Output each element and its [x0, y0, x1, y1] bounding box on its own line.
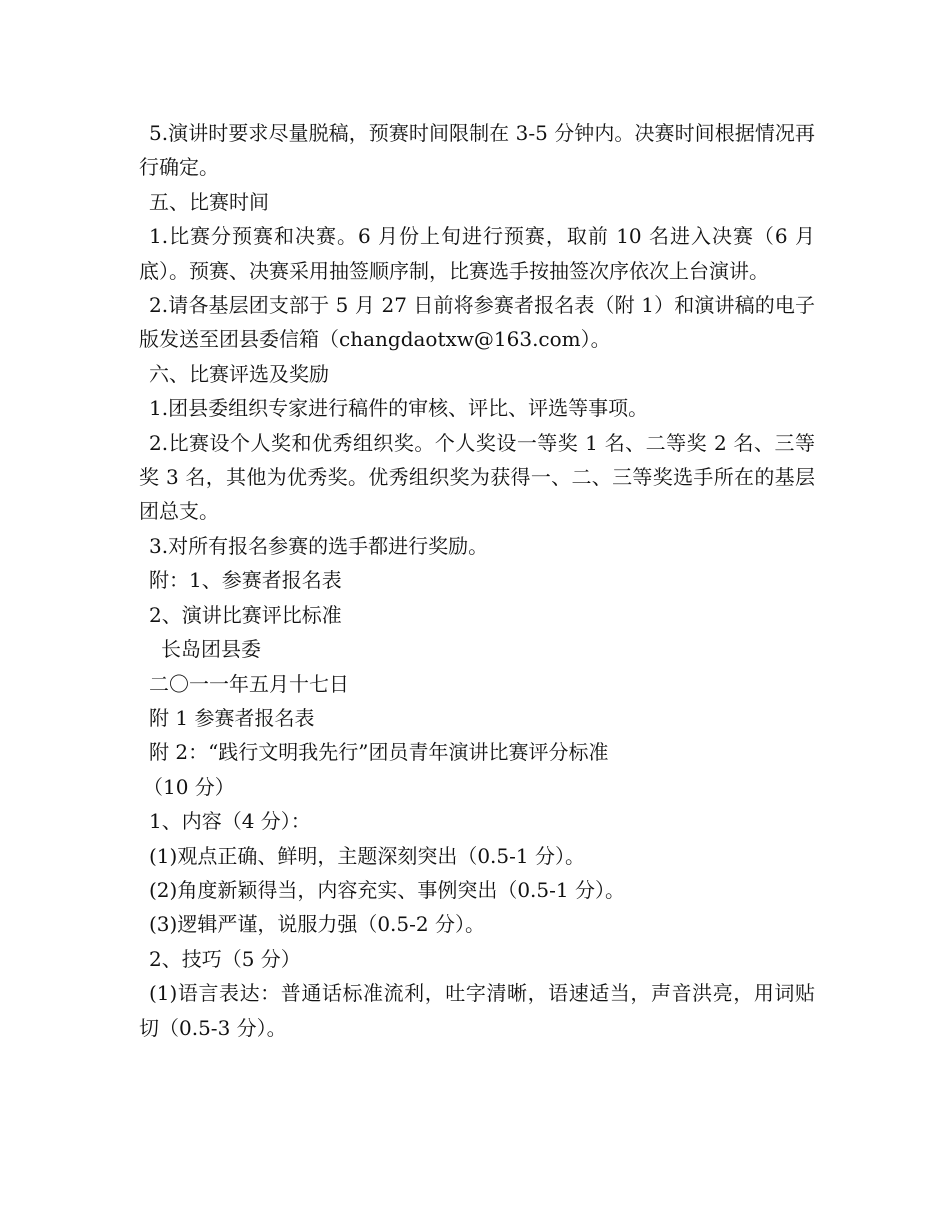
- attachment-list-2: 2、演讲比赛评比标准: [149, 602, 342, 627]
- attachment-list-1: 附：1、参赛者报名表: [149, 568, 342, 593]
- signature-organization: 长岛团县委: [161, 637, 261, 662]
- document-page: [139, 116, 815, 1045]
- heading-section-6: 六、比赛评选及奖励: [149, 361, 329, 386]
- paragraph-time-1: 1.比赛分预赛和决赛。6 月份上旬进行预赛，取前 10 名进入决赛（6 月底）。预赛、决赛采用抽签顺序制，比赛选手按抽签次序依次上台演讲。: [139, 224, 815, 283]
- criteria-skill-heading: 2、技巧（5 分）: [149, 946, 301, 971]
- paragraph-award-2: 2.比赛设个人奖和优秀组织奖。个人奖设一等奖 1 名、二等奖 2 名、三等奖 3 名，其他为优秀奖。优秀组织奖为获得一、二、三等奖选手所在的基层团总支。: [139, 430, 815, 524]
- criteria-content-1: (1)观点正确、鲜明，主题深刻突出（0.5-1 分）。: [149, 843, 585, 868]
- paragraph-award-1: 1.团县委组织专家进行稿件的审核、评比、评选等事项。: [149, 396, 649, 421]
- criteria-content-heading: 1、内容（4 分）：: [149, 809, 311, 834]
- total-score: （10 分）: [143, 774, 235, 799]
- attachment-2-title: 附 2：“践行文明我先行”团员青年演讲比赛评分标准: [149, 740, 609, 765]
- paragraph-rule-5: 5.演讲时要求尽量脱稿，预赛时间限制在 3-5 分钟内。决赛时间根据情况再行确定。: [139, 121, 815, 180]
- heading-section-5: 五、比赛时间: [149, 189, 269, 214]
- attachment-1-title: 附 1 参赛者报名表: [149, 705, 315, 730]
- paragraph-time-2: 2.请各基层团支部于 5 月 27 日前将参赛者报名表（附 1）和演讲稿的电子版发送至团县委信箱（changdaotxw@163.com）。: [139, 293, 815, 352]
- paragraph-award-3: 3.对所有报名参赛的选手都进行奖励。: [149, 533, 489, 558]
- criteria-content-3: (3)逻辑严谨，说服力强（0.5-2 分）。: [149, 912, 485, 937]
- criteria-skill-1: (1)语言表达：普通话标准流利，吐字清晰，语速适当，声音洪亮，用词贴切（0.5-3 分）。: [139, 981, 815, 1040]
- signature-date: 二〇一一年五月十七日: [149, 671, 349, 696]
- criteria-content-2: (2)角度新颖得当，内容充实、事例突出（0.5-1 分）。: [149, 877, 625, 902]
